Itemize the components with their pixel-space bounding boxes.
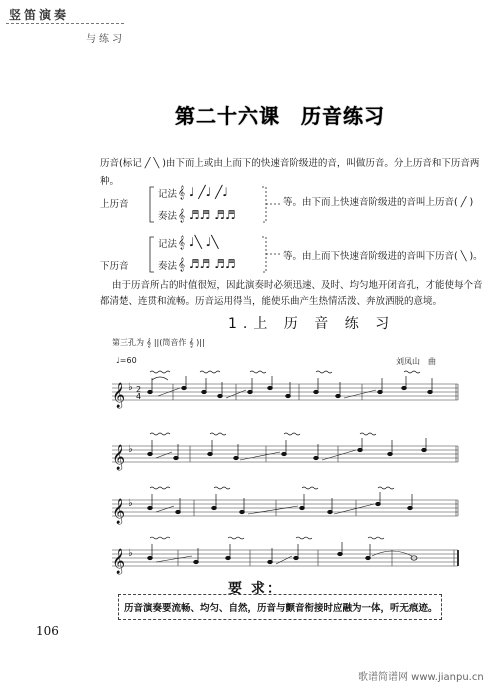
svg-text:♭: ♭ — [128, 444, 133, 455]
staff-1-clef: 𝄞 — [112, 383, 126, 408]
svg-text:♭: ♭ — [128, 498, 133, 509]
upper-label: 上历音 — [100, 199, 129, 210]
explanation-line-1: 由于历音所占的时值很短，因此演奏时必须迅速、及时、均匀地开闭音孔，才能使每个音 — [112, 280, 483, 291]
svg-text:♭: ♭ — [128, 548, 133, 559]
lower-description: 等。由上而下快速音阶级进的音叫下历音( ╲ )。 — [283, 251, 483, 262]
staff-4-clef: 𝄞 — [112, 549, 126, 574]
requirements-title: 要 求： — [228, 581, 283, 597]
exercise-composer: 刘凤山 曲 — [396, 357, 436, 366]
upper-notation-example: 𝄞 ♩ ╱♩ ╱♩ — [178, 185, 228, 199]
svg-text:4: 4 — [136, 392, 142, 401]
lower-notation-label: 记法 — [158, 239, 178, 250]
svg-text:2: 2 — [136, 385, 142, 394]
exercise-tempo: ♩=60 — [116, 356, 137, 365]
explanation-line-2: 都清楚、连贯和流畅。历音运用得当，能使乐曲产生热情活泼、奔放洒脱的意境。 — [100, 296, 443, 307]
intro-line-1: 历音(标记 ╱ ╲ )由下而上或由上而下的快速音阶级进的音，叫做历音。分上历音和下历音两 — [100, 158, 480, 169]
staff-4 — [112, 550, 458, 566]
lower-label: 下历音 — [100, 261, 129, 272]
header-subtitle: 与练习 — [86, 34, 125, 45]
svg-text:♭: ♭ — [128, 382, 133, 393]
watermark: 歌谱简谱网 www.jianpu.cn — [358, 672, 484, 683]
exercise-title: 1.上 历 音 练 习 — [228, 316, 396, 332]
upper-performance-label: 奏法 — [158, 211, 178, 222]
intro-line-2: 种。 — [100, 176, 120, 187]
lower-performance-example: 𝄞 ♬♬ ♬♬ — [178, 257, 236, 271]
page-number: 106 — [36, 624, 59, 638]
lower-notation-example: 𝄞 ♩╲ ♩╲ — [178, 235, 219, 249]
lower-performance-label: 奏法 — [158, 261, 178, 272]
upper-notation-label: 记法 — [158, 189, 178, 200]
upper-performance-example: 𝄞 ♬♬ ♬♬ — [178, 208, 236, 222]
staff-2-clef: 𝄞 — [112, 445, 126, 470]
lesson-title: 第二十六课 历音练习 — [175, 104, 385, 128]
upper-description: 等。由下而上快速音阶级进的音叫上历音( ╱ ) — [283, 197, 474, 208]
staff-3-clef: 𝄞 — [112, 499, 126, 524]
exercise-mouthpiece: 第三孔为 𝄞 ||(筒音作 𝄞 )|| — [112, 338, 205, 347]
header-title: 竖笛演奏 — [9, 8, 70, 22]
requirements-text: 历音演奏要流畅、均匀、自然，历音与颤音衔接时应融为一体，听无痕迹。 — [124, 603, 438, 614]
